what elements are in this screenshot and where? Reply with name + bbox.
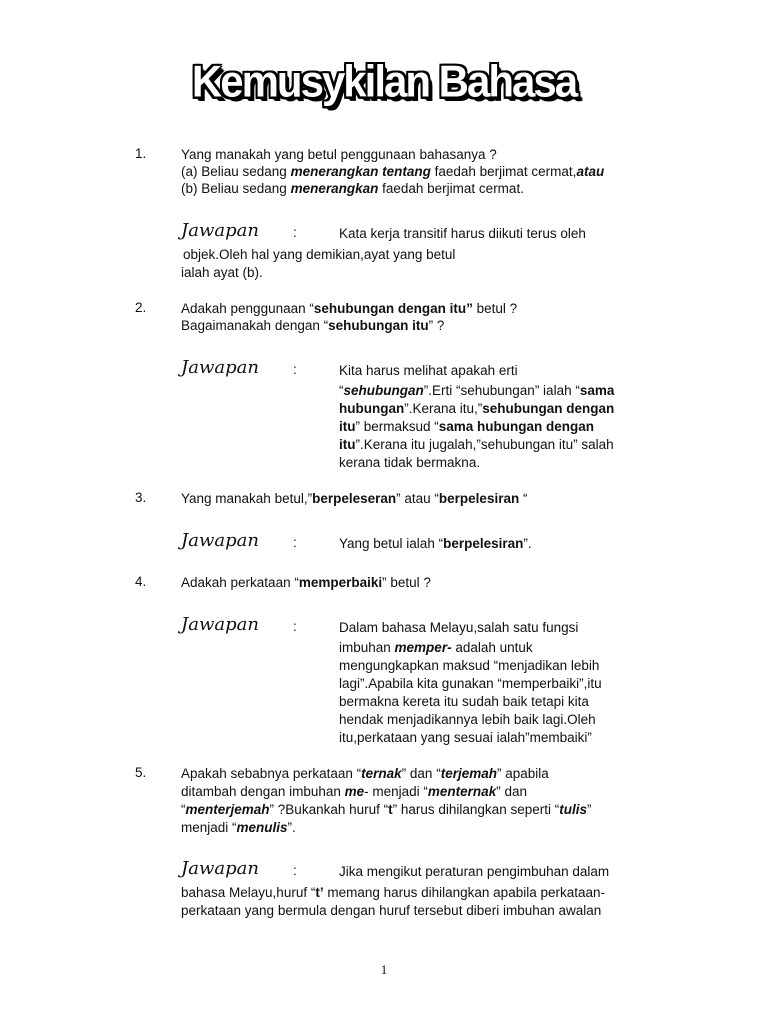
q1-colon: : (293, 225, 297, 240)
q2-answer-line-3: hubungan”.Kerana itu,”sehubungan dengan (339, 401, 615, 416)
q4-answer-line-7: itu,perkataan yang sesuai ialah”membaiki” (339, 730, 592, 745)
q2-colon: : (293, 362, 297, 377)
q4-answer-line-2: imbuhan memper- adalah untuk (339, 640, 533, 655)
q3-number: 3. (135, 490, 147, 505)
q5-answer-line-2: bahasa Melayu,huruf “t’ memang harus dihilangkan apabila perkataan- (181, 885, 606, 900)
q5-colon: : (293, 863, 297, 878)
q4-answer-line-4: lagi”.Apabila kita gunakan “memperbaiki”,itu (339, 676, 602, 691)
q4-answer-label: Jawapan (181, 614, 259, 635)
q1-answer-line-1: Kata kerja transitif harus diikuti terus oleh (339, 226, 586, 241)
q3-question-line-1: Yang manakah betul,”berpeleseran” atau “berpelesiran “ (181, 491, 528, 506)
q5-answer-label: Jawapan (181, 858, 259, 879)
page-number: 1 (380, 962, 388, 977)
q4-answer-line-6: hendak menjadikannya lebih baik lagi.Oleh (339, 712, 596, 727)
q5-question-line-3: “menterjemah” ?Bukankah huruf “t” harus dihilangkan seperti “tulis” (181, 802, 592, 817)
q4-answer-line-5: bermakna kereta itu sudah baik tetapi kita (339, 694, 589, 709)
q1-question-line-1: Yang manakah yang betul penggunaan bahasanya ? (181, 147, 497, 162)
q1-answer-line-3: ialah ayat (b). (181, 265, 263, 280)
q2-answer-line-4: itu” bermaksud “sama hubungan dengan (339, 419, 595, 434)
q1-answer-label: Jawapan (181, 220, 259, 241)
page-title: Kemusykilan Bahasa (191, 56, 577, 107)
q1-number: 1. (135, 146, 147, 161)
q2-number: 2. (135, 300, 147, 315)
q2-answer-line-5: itu”.Kerana itu jugalah,”sehubungan itu” salah (339, 437, 614, 452)
q4-answer-line-1: Dalam bahasa Melayu,salah satu fungsi (339, 620, 579, 635)
q4-answer-line-3: mengungkapkan maksud “menjadikan lebih (339, 658, 600, 673)
q5-question-line-1: Apakah sebabnya perkataan “ternak” dan “terjemah” apabila (181, 766, 549, 781)
q5-number: 5. (135, 765, 147, 780)
q2-question-line-2: Bagaimanakah dengan “sehubungan itu” ? (181, 318, 445, 333)
q3-colon: : (293, 535, 297, 550)
q5-answer-line-1: Jika mengikut peraturan pengimbuhan dalam (339, 864, 610, 879)
q2-answer-line-2: “sehubungan”.Erti “sehubungan” ialah “sama (339, 383, 615, 398)
q3-answer-line-1: Yang betul ialah “berpelesiran”. (339, 536, 532, 551)
q3-answer-label: Jawapan (181, 530, 259, 551)
q5-question-line-4: menjadi “menulis”. (181, 820, 296, 835)
q5-answer-line-3: perkataan yang bermula dengan huruf tersebut diberi imbuhan awalan (181, 903, 602, 918)
q2-answer-line-6: kerana tidak bermakna. (339, 455, 481, 470)
q4-question-line-1: Adakah perkataan “memperbaiki” betul ? (181, 575, 431, 590)
q2-answer-label: Jawapan (181, 357, 259, 378)
q2-answer-line-1: Kita harus melihat apakah erti (339, 363, 518, 378)
q4-number: 4. (135, 574, 147, 589)
q1-option-b: (b) Beliau sedang menerangkan faedah berjimat cermat. (181, 181, 524, 196)
q5-question-line-2: ditambah dengan imbuhan me- menjadi “menternak” dan (181, 784, 527, 799)
q1-answer-line-2: objek.Oleh hal yang demikian,ayat yang betul (183, 247, 456, 262)
q4-colon: : (293, 619, 297, 634)
q1-option-a: (a) Beliau sedang menerangkan tentang faedah berjimat cermat,atau (181, 164, 605, 179)
q2-question-line-1: Adakah penggunaan “sehubungan dengan itu” betul ? (181, 301, 518, 316)
